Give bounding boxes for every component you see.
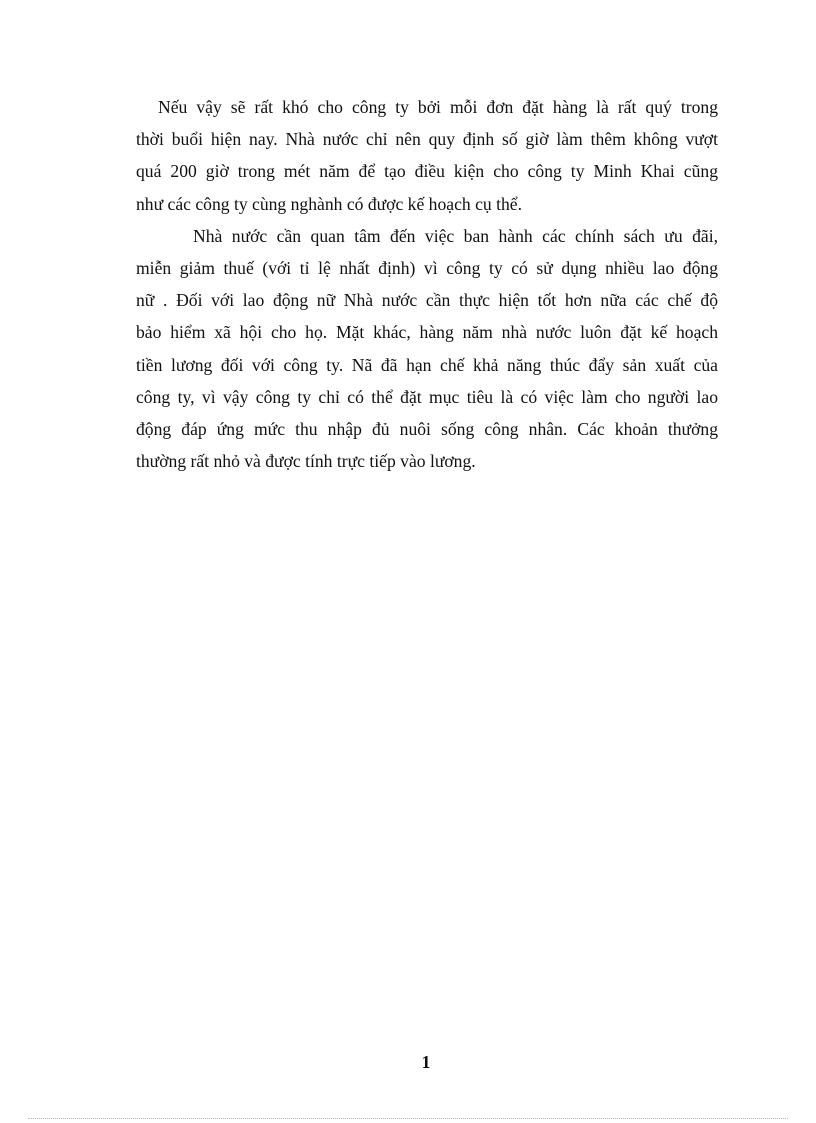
- page-number: 1: [421, 1052, 431, 1072]
- paragraph-1: [136, 91, 718, 220]
- document-body: [136, 91, 718, 477]
- paragraph-line: công ty, vì vậy công ty chỉ có thể đặt mục tiêu là có việc làm cho người lao: [136, 386, 718, 407]
- paragraph-line: như các công ty cùng nghành có được kế hoạch cụ thể.: [136, 193, 522, 214]
- paragraph-line: thường rất nhỏ và được tính trực tiếp vào lương.: [136, 451, 476, 472]
- paragraph-line: nữ . Đối với lao động nữ Nhà nước cần thực hiện tốt hơn nữa các chế độ: [136, 290, 718, 311]
- paragraph-line: tiền lương đối với công ty. Nã đã hạn chế khả năng thúc đẩy sản xuất của: [136, 354, 718, 375]
- paragraph-line: Nếu vậy sẽ rất khó cho công ty bởi mỗi đơn đặt hàng là rất quý trong: [158, 97, 718, 117]
- paragraph-line: thời buổi hiện nay. Nhà nước chỉ nên quy định số giờ làm thêm không vượt: [136, 129, 718, 150]
- paragraph-2: [136, 220, 718, 478]
- page-bottom-divider: [28, 1118, 788, 1119]
- paragraph-line: Nhà nước cần quan tâm đến việc ban hành các chính sách ưu đãi,: [193, 225, 718, 246]
- paragraph-line: quá 200 giờ trong mét năm để tạo điều kiện cho công ty Minh Khai cũng: [136, 161, 718, 182]
- paragraph-line: miễn giảm thuế (với tỉ lệ nhất định) vì công ty có sử dụng nhiều lao động: [136, 257, 718, 278]
- paragraph-line: bảo hiểm xã hội cho họ. Mặt khác, hàng năm nhà nước luôn đặt kế hoạch: [136, 322, 718, 343]
- paragraph-line: động đáp ứng mức thu nhập đủ nuôi sống công nhân. Các khoản thưởng: [136, 418, 718, 439]
